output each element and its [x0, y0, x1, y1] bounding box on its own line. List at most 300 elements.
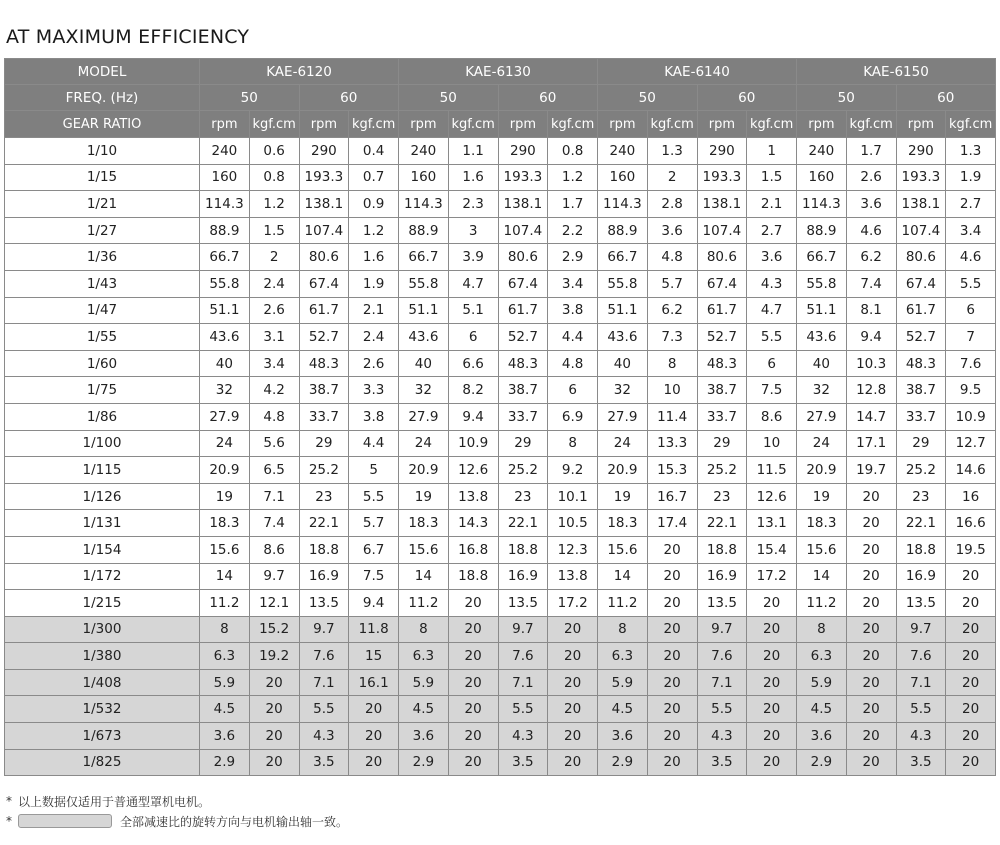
- rpm-cell: 290: [896, 138, 946, 165]
- rpm-cell: 240: [200, 138, 250, 165]
- torque-cell: 6.5: [249, 457, 299, 484]
- rpm-cell: 9.7: [697, 616, 747, 643]
- torque-cell: 3.6: [747, 244, 797, 271]
- torque-cell: 7.1: [249, 483, 299, 510]
- rpm-cell: 4.5: [200, 696, 250, 723]
- torque-cell: 20: [946, 616, 996, 643]
- rpm-header: rpm: [299, 111, 349, 138]
- rpm-cell: 27.9: [797, 403, 847, 430]
- torque-cell: 20: [846, 590, 896, 617]
- torque-cell: 1.2: [349, 217, 399, 244]
- table-row: [5, 616, 996, 643]
- rpm-cell: 27.9: [598, 403, 648, 430]
- rpm-cell: 52.7: [498, 324, 548, 351]
- rpm-header: rpm: [399, 111, 449, 138]
- rpm-cell: 6.3: [399, 643, 449, 670]
- rpm-cell: 25.2: [498, 457, 548, 484]
- torque-cell: 20: [846, 616, 896, 643]
- rpm-cell: 25.2: [896, 457, 946, 484]
- rpm-cell: 5.5: [498, 696, 548, 723]
- gear-ratio-cell: 1/60: [5, 350, 200, 377]
- rpm-cell: 5.9: [200, 669, 250, 696]
- torque-cell: 20: [448, 749, 498, 776]
- torque-cell: 20: [747, 669, 797, 696]
- rpm-cell: 7.6: [299, 643, 349, 670]
- torque-cell: 20: [349, 696, 399, 723]
- torque-cell: 4.8: [249, 403, 299, 430]
- torque-cell: 3.8: [548, 297, 598, 324]
- rpm-cell: 3.6: [598, 723, 648, 750]
- torque-cell: 2.8: [647, 191, 697, 218]
- gear-ratio-cell: 1/131: [5, 510, 200, 537]
- torque-cell: 11.5: [747, 457, 797, 484]
- rpm-cell: 80.6: [498, 244, 548, 271]
- torque-cell: 7.4: [249, 510, 299, 537]
- table-row: [5, 669, 996, 696]
- gear-ratio-cell: 1/15: [5, 164, 200, 191]
- rpm-header: rpm: [697, 111, 747, 138]
- torque-cell: 4.7: [448, 270, 498, 297]
- rpm-cell: 61.7: [299, 297, 349, 324]
- rpm-cell: 38.7: [299, 377, 349, 404]
- torque-cell: 20: [349, 749, 399, 776]
- rpm-cell: 32: [399, 377, 449, 404]
- rpm-cell: 88.9: [598, 217, 648, 244]
- torque-cell: 2: [249, 244, 299, 271]
- torque-cell: 10: [647, 377, 697, 404]
- rpm-cell: 20.9: [598, 457, 648, 484]
- rpm-cell: 7.6: [498, 643, 548, 670]
- torque-cell: 14.3: [448, 510, 498, 537]
- torque-cell: 8: [647, 350, 697, 377]
- table-row: [5, 536, 996, 563]
- rpm-cell: 8: [797, 616, 847, 643]
- torque-cell: 20: [647, 536, 697, 563]
- rpm-cell: 80.6: [697, 244, 747, 271]
- rpm-cell: 138.1: [697, 191, 747, 218]
- torque-cell: 20: [647, 590, 697, 617]
- gear-ratio-cell: 1/21: [5, 191, 200, 218]
- rpm-cell: 67.4: [896, 270, 946, 297]
- torque-cell: 20: [647, 696, 697, 723]
- torque-cell: 2.1: [747, 191, 797, 218]
- table-row: [5, 191, 996, 218]
- rpm-cell: 7.6: [896, 643, 946, 670]
- torque-header: kgf.cm: [448, 111, 498, 138]
- torque-cell: 10: [747, 430, 797, 457]
- torque-cell: 20: [747, 590, 797, 617]
- rpm-cell: 55.8: [598, 270, 648, 297]
- rpm-cell: 48.3: [498, 350, 548, 377]
- gear-ratio-cell: 1/172: [5, 563, 200, 590]
- torque-cell: 5.6: [249, 430, 299, 457]
- table-row: [5, 270, 996, 297]
- torque-cell: 10.3: [846, 350, 896, 377]
- torque-cell: 15.4: [747, 536, 797, 563]
- rpm-cell: 32: [200, 377, 250, 404]
- rpm-cell: 5.9: [399, 669, 449, 696]
- table-row: [5, 403, 996, 430]
- torque-cell: 15: [349, 643, 399, 670]
- rpm-cell: 67.4: [498, 270, 548, 297]
- torque-cell: 20: [747, 643, 797, 670]
- rpm-cell: 4.3: [299, 723, 349, 750]
- rpm-cell: 66.7: [598, 244, 648, 271]
- rpm-cell: 51.1: [399, 297, 449, 324]
- rpm-cell: 16.9: [299, 563, 349, 590]
- table-row: [5, 696, 996, 723]
- rpm-cell: 11.2: [200, 590, 250, 617]
- rpm-cell: 13.5: [498, 590, 548, 617]
- rpm-cell: 4.5: [598, 696, 648, 723]
- torque-cell: 8: [548, 430, 598, 457]
- torque-cell: 4.8: [548, 350, 598, 377]
- rpm-cell: 193.3: [498, 164, 548, 191]
- rpm-cell: 4.5: [399, 696, 449, 723]
- torque-cell: 13.8: [548, 563, 598, 590]
- table-row: [5, 377, 996, 404]
- gear-ratio-cell: 1/75: [5, 377, 200, 404]
- rpm-cell: 13.5: [896, 590, 946, 617]
- torque-cell: 2: [647, 164, 697, 191]
- gear-ratio-label: GEAR RATIO: [5, 111, 200, 138]
- torque-cell: 10.9: [448, 430, 498, 457]
- gear-ratio-cell: 1/47: [5, 297, 200, 324]
- rpm-cell: 38.7: [896, 377, 946, 404]
- torque-cell: 19.2: [249, 643, 299, 670]
- torque-cell: 20: [846, 563, 896, 590]
- rpm-cell: 18.3: [598, 510, 648, 537]
- torque-cell: 17.2: [548, 590, 598, 617]
- model-header: KAE-6120: [200, 59, 399, 85]
- torque-cell: 4.3: [747, 270, 797, 297]
- rpm-cell: 52.7: [697, 324, 747, 351]
- rpm-cell: 2.9: [598, 749, 648, 776]
- rpm-cell: 107.4: [697, 217, 747, 244]
- torque-header: kgf.cm: [548, 111, 598, 138]
- torque-cell: 12.3: [548, 536, 598, 563]
- rpm-cell: 13.5: [697, 590, 747, 617]
- rpm-cell: 193.3: [299, 164, 349, 191]
- rpm-cell: 3.5: [299, 749, 349, 776]
- torque-cell: 1.6: [349, 244, 399, 271]
- table-row: [5, 217, 996, 244]
- rpm-cell: 33.7: [697, 403, 747, 430]
- rpm-cell: 290: [498, 138, 548, 165]
- rpm-header: rpm: [797, 111, 847, 138]
- rpm-cell: 4.5: [797, 696, 847, 723]
- rpm-cell: 240: [598, 138, 648, 165]
- rpm-cell: 20.9: [200, 457, 250, 484]
- rpm-cell: 15.6: [598, 536, 648, 563]
- rpm-cell: 160: [797, 164, 847, 191]
- rpm-cell: 3.6: [797, 723, 847, 750]
- torque-header: kgf.cm: [349, 111, 399, 138]
- torque-cell: 20: [846, 696, 896, 723]
- rpm-cell: 114.3: [399, 191, 449, 218]
- rpm-cell: 11.2: [399, 590, 449, 617]
- torque-cell: 9.5: [946, 377, 996, 404]
- rpm-cell: 18.3: [399, 510, 449, 537]
- rpm-cell: 48.3: [697, 350, 747, 377]
- torque-cell: 2.7: [747, 217, 797, 244]
- torque-cell: 3.3: [349, 377, 399, 404]
- model-header-row: [5, 59, 996, 85]
- torque-cell: 4.7: [747, 297, 797, 324]
- torque-header: kgf.cm: [946, 111, 996, 138]
- table-row: [5, 350, 996, 377]
- torque-cell: 20: [349, 723, 399, 750]
- torque-cell: 6.7: [349, 536, 399, 563]
- torque-cell: 7.5: [349, 563, 399, 590]
- rpm-cell: 14: [399, 563, 449, 590]
- rpm-cell: 24: [399, 430, 449, 457]
- rpm-cell: 33.7: [896, 403, 946, 430]
- rpm-cell: 43.6: [598, 324, 648, 351]
- rpm-cell: 80.6: [299, 244, 349, 271]
- torque-cell: 13.3: [647, 430, 697, 457]
- rpm-cell: 290: [697, 138, 747, 165]
- table-row: [5, 510, 996, 537]
- torque-cell: 20: [647, 616, 697, 643]
- rpm-cell: 24: [797, 430, 847, 457]
- freq-label: FREQ. (Hz): [5, 85, 200, 111]
- torque-cell: 13.1: [747, 510, 797, 537]
- torque-cell: 20: [448, 696, 498, 723]
- freq-header: 60: [697, 85, 797, 111]
- gear-ratio-cell: 1/408: [5, 669, 200, 696]
- rpm-cell: 22.1: [299, 510, 349, 537]
- torque-cell: 16.7: [647, 483, 697, 510]
- gear-ratio-cell: 1/10: [5, 138, 200, 165]
- rpm-cell: 18.8: [697, 536, 747, 563]
- torque-cell: 16.8: [448, 536, 498, 563]
- gear-ratio-cell: 1/673: [5, 723, 200, 750]
- torque-cell: 20: [946, 723, 996, 750]
- rpm-cell: 9.7: [299, 616, 349, 643]
- torque-cell: 2.6: [846, 164, 896, 191]
- torque-cell: 2.9: [548, 244, 598, 271]
- rpm-cell: 38.7: [498, 377, 548, 404]
- gear-ratio-cell: 1/300: [5, 616, 200, 643]
- note-text-1: 以上数据仅适用于普通型罩机电机。: [18, 794, 211, 809]
- torque-cell: 20: [946, 749, 996, 776]
- rpm-cell: 138.1: [498, 191, 548, 218]
- rpm-cell: 160: [399, 164, 449, 191]
- torque-cell: 20: [747, 723, 797, 750]
- rpm-cell: 7.1: [498, 669, 548, 696]
- torque-cell: 16.1: [349, 669, 399, 696]
- torque-cell: 16.6: [946, 510, 996, 537]
- freq-header: 50: [797, 85, 897, 111]
- rpm-cell: 20.9: [797, 457, 847, 484]
- torque-cell: 20: [548, 696, 598, 723]
- freq-header-row: [5, 85, 996, 111]
- rpm-header: rpm: [896, 111, 946, 138]
- rpm-cell: 61.7: [896, 297, 946, 324]
- torque-cell: 12.1: [249, 590, 299, 617]
- gear-ratio-cell: 1/86: [5, 403, 200, 430]
- rpm-cell: 19: [399, 483, 449, 510]
- rpm-cell: 29: [299, 430, 349, 457]
- torque-cell: 5: [349, 457, 399, 484]
- torque-cell: 0.4: [349, 138, 399, 165]
- torque-cell: 20: [448, 669, 498, 696]
- table-row: [5, 483, 996, 510]
- table-row: [5, 164, 996, 191]
- rpm-cell: 24: [598, 430, 648, 457]
- torque-cell: 17.2: [747, 563, 797, 590]
- rpm-cell: 4.3: [697, 723, 747, 750]
- rpm-cell: 3.5: [498, 749, 548, 776]
- note-line-2: [6, 811, 348, 831]
- torque-cell: 0.6: [249, 138, 299, 165]
- torque-cell: 20: [548, 723, 598, 750]
- torque-cell: 6: [448, 324, 498, 351]
- gear-ratio-cell: 1/825: [5, 749, 200, 776]
- rpm-cell: 15.6: [797, 536, 847, 563]
- rpm-cell: 11.2: [598, 590, 648, 617]
- gear-ratio-cell: 1/215: [5, 590, 200, 617]
- rpm-cell: 2.9: [200, 749, 250, 776]
- torque-cell: 15.2: [249, 616, 299, 643]
- rpm-cell: 40: [797, 350, 847, 377]
- gear-ratio-cell: 1/115: [5, 457, 200, 484]
- gear-ratio-cell: 1/126: [5, 483, 200, 510]
- rpm-cell: 51.1: [200, 297, 250, 324]
- rpm-cell: 11.2: [797, 590, 847, 617]
- torque-cell: 4.4: [548, 324, 598, 351]
- table-row: [5, 297, 996, 324]
- rpm-cell: 88.9: [399, 217, 449, 244]
- rpm-cell: 22.1: [896, 510, 946, 537]
- rpm-cell: 23: [896, 483, 946, 510]
- rpm-cell: 88.9: [200, 217, 250, 244]
- rpm-cell: 5.5: [896, 696, 946, 723]
- rpm-cell: 3.5: [697, 749, 747, 776]
- torque-cell: 3.4: [249, 350, 299, 377]
- model-header: KAE-6150: [797, 59, 996, 85]
- rpm-cell: 22.1: [697, 510, 747, 537]
- torque-cell: 2.3: [448, 191, 498, 218]
- rpm-cell: 40: [399, 350, 449, 377]
- rpm-cell: 8: [200, 616, 250, 643]
- torque-cell: 20: [846, 669, 896, 696]
- model-label: MODEL: [5, 59, 200, 85]
- torque-cell: 6: [946, 297, 996, 324]
- rpm-cell: 6.3: [200, 643, 250, 670]
- torque-cell: 2.4: [349, 324, 399, 351]
- torque-cell: 20: [448, 643, 498, 670]
- torque-cell: 0.8: [249, 164, 299, 191]
- torque-cell: 20: [548, 616, 598, 643]
- rpm-cell: 48.3: [299, 350, 349, 377]
- torque-cell: 16: [946, 483, 996, 510]
- rpm-header: rpm: [498, 111, 548, 138]
- torque-cell: 9.4: [846, 324, 896, 351]
- torque-cell: 3.9: [448, 244, 498, 271]
- rpm-cell: 20.9: [399, 457, 449, 484]
- rpm-header: rpm: [200, 111, 250, 138]
- torque-cell: 12.7: [946, 430, 996, 457]
- torque-cell: 15.3: [647, 457, 697, 484]
- gear-ratio-cell: 1/55: [5, 324, 200, 351]
- rpm-cell: 16.9: [697, 563, 747, 590]
- rpm-cell: 80.6: [896, 244, 946, 271]
- torque-cell: 12.6: [448, 457, 498, 484]
- rpm-cell: 16.9: [896, 563, 946, 590]
- rpm-cell: 38.7: [697, 377, 747, 404]
- rpm-cell: 27.9: [399, 403, 449, 430]
- model-header: KAE-6130: [399, 59, 598, 85]
- table-row: [5, 457, 996, 484]
- rpm-cell: 67.4: [697, 270, 747, 297]
- torque-cell: 11.4: [647, 403, 697, 430]
- freq-header: 50: [399, 85, 499, 111]
- page-title: AT MAXIMUM EFFICIENCY: [6, 26, 250, 48]
- rpm-cell: 5.5: [697, 696, 747, 723]
- rpm-cell: 66.7: [797, 244, 847, 271]
- torque-cell: 14.6: [946, 457, 996, 484]
- torque-cell: 20: [647, 749, 697, 776]
- torque-cell: 6: [747, 350, 797, 377]
- rpm-cell: 13.5: [299, 590, 349, 617]
- torque-cell: 20: [249, 669, 299, 696]
- torque-cell: 5.5: [747, 324, 797, 351]
- rpm-cell: 138.1: [896, 191, 946, 218]
- rpm-cell: 290: [299, 138, 349, 165]
- torque-cell: 2.4: [249, 270, 299, 297]
- torque-cell: 6.2: [647, 297, 697, 324]
- torque-header: kgf.cm: [846, 111, 896, 138]
- rpm-cell: 4.3: [896, 723, 946, 750]
- rpm-cell: 14: [200, 563, 250, 590]
- rpm-cell: 51.1: [797, 297, 847, 324]
- torque-cell: 7: [946, 324, 996, 351]
- torque-cell: 1.7: [548, 191, 598, 218]
- torque-cell: 20: [647, 669, 697, 696]
- rpm-cell: 18.8: [498, 536, 548, 563]
- torque-cell: 20: [846, 510, 896, 537]
- torque-cell: 20: [249, 749, 299, 776]
- table-row: [5, 643, 996, 670]
- torque-cell: 11.8: [349, 616, 399, 643]
- rpm-cell: 43.6: [200, 324, 250, 351]
- rpm-cell: 29: [896, 430, 946, 457]
- torque-cell: 1.2: [249, 191, 299, 218]
- torque-cell: 3.6: [647, 217, 697, 244]
- rpm-cell: 55.8: [399, 270, 449, 297]
- torque-cell: 0.9: [349, 191, 399, 218]
- torque-cell: 6.9: [548, 403, 598, 430]
- rpm-cell: 48.3: [896, 350, 946, 377]
- rpm-cell: 7.6: [697, 643, 747, 670]
- rpm-cell: 66.7: [200, 244, 250, 271]
- rpm-cell: 240: [797, 138, 847, 165]
- rpm-cell: 27.9: [200, 403, 250, 430]
- torque-cell: 9.7: [249, 563, 299, 590]
- torque-cell: 0.8: [548, 138, 598, 165]
- torque-cell: 3.4: [548, 270, 598, 297]
- torque-cell: 5.7: [647, 270, 697, 297]
- torque-cell: 3: [448, 217, 498, 244]
- torque-cell: 20: [448, 723, 498, 750]
- torque-cell: 1.9: [946, 164, 996, 191]
- gear-ratio-cell: 1/532: [5, 696, 200, 723]
- rpm-cell: 7.1: [697, 669, 747, 696]
- torque-cell: 20: [846, 723, 896, 750]
- rpm-cell: 23: [697, 483, 747, 510]
